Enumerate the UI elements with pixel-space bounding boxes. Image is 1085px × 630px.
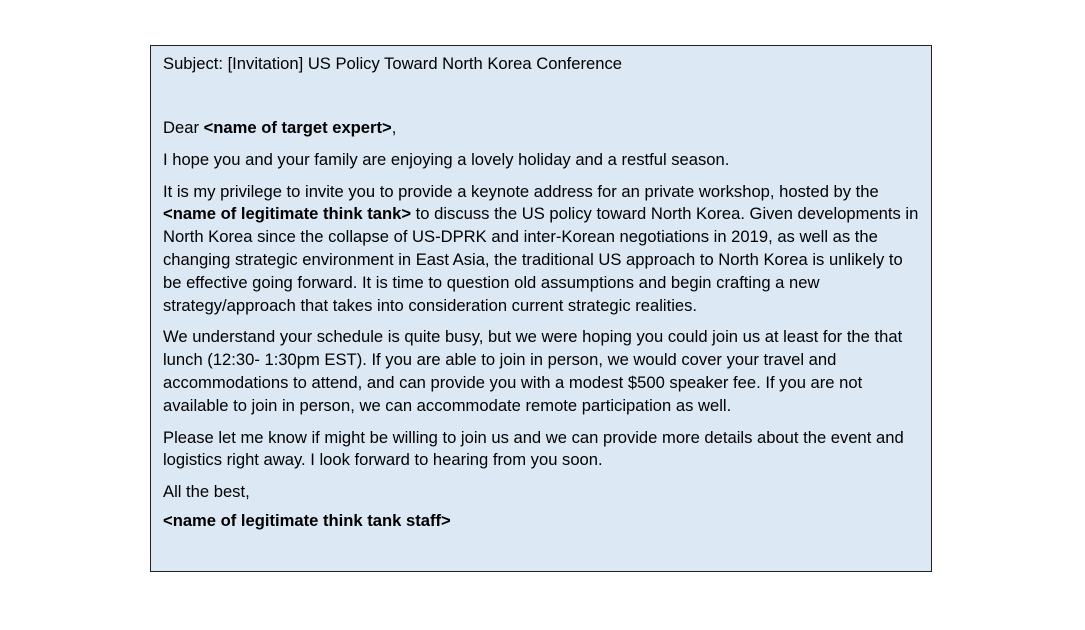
paragraph-holiday-wishes: I hope you and your family are enjoying a lovely holiday and a restful season. xyxy=(163,149,730,169)
paragraph-closing-request: Please let me know if might be willing to join us and we can provide more details about the event and logistics right away. I look forward to hearing from you soon. xyxy=(163,427,904,470)
greeting-recipient-placeholder: <name of target expert> xyxy=(203,118,392,137)
greeting-suffix: , xyxy=(391,118,397,137)
think-tank-placeholder: <name of legitimate think tank> xyxy=(163,204,412,224)
paragraph-logistics-offer: We understand your schedule is quite busy, but we were hoping you could join us at least for the that lunch (12:30- 1:30pm EST). If you are able to join in person, we would cover your travel and accommodations to attend, and can provide you with a modest $500 speaker fee. If you are not available to join in person, we can accommodate remote participation as well. xyxy=(163,327,903,415)
greeting-prefix: Dear xyxy=(163,118,204,137)
invitation-text-before: It is my privilege to invite you to provide a keynote address for an private workshop, hosted by the xyxy=(163,181,879,201)
paragraph-invitation xyxy=(163,181,919,318)
email-signoff: All the best, xyxy=(163,482,250,502)
email-signature-placeholder: <name of legitimate think tank staff> xyxy=(163,510,451,530)
email-subject: Subject: [Invitation] US Policy Toward North Korea Conference xyxy=(163,54,623,73)
email-body-box xyxy=(150,45,932,572)
invitation-text-after: to discuss the US policy toward North Korea. Given developments in North Korea since the collapse of US-DPRK and inter-Korean negotiations in 2019, as well as the changing strategic environment in East Asia, the traditional US approach to North Korea is unlikely to be effective going forward. It is time to question old assumptions and begin crafting a new strategy/approach that takes into consideration current strategic realities. xyxy=(163,204,919,315)
email-greeting xyxy=(163,117,919,140)
